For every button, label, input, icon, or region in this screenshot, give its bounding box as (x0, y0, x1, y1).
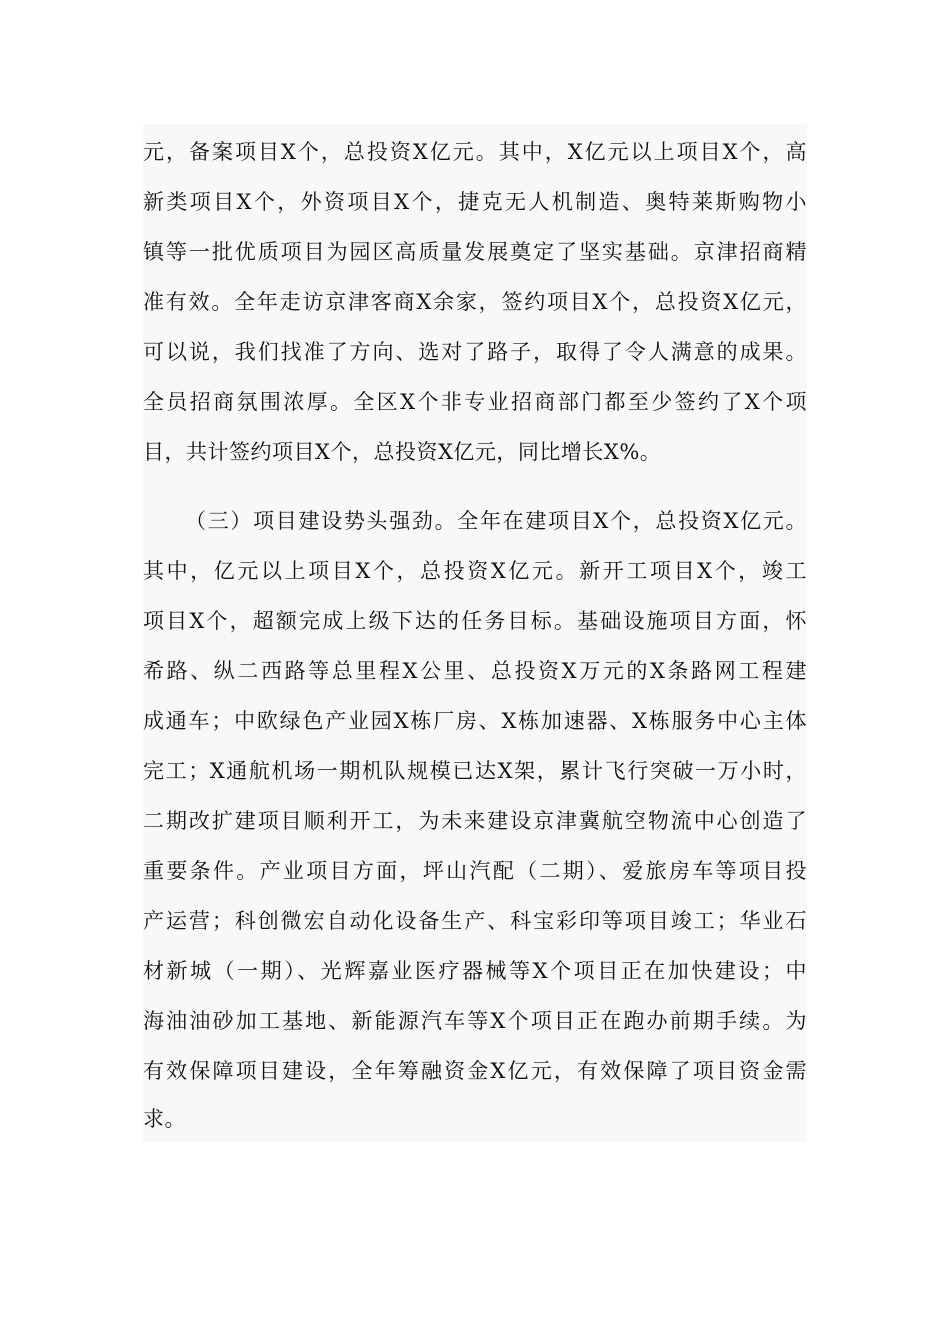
paragraph-line: 海油油砂加工基地、新能源汽车等X个项目正在跑办前期手续。为 (143, 1009, 807, 1033)
paragraph-line: 项目X个，超额完成上级下达的任务目标。基础设施项目方面，怀 (143, 609, 807, 633)
paragraph-line: 可以说，我们找准了方向、选对了路子，取得了令人满意的成果。 (143, 340, 807, 364)
paragraph-line: 产运营；科创微宏自动化设备生产、科宝彩印等项目竣工；华业石 (143, 909, 807, 933)
paragraph-line: 元，备案项目X个，总投资X亿元。其中，X亿元以上项目X个，高 (143, 140, 807, 164)
paragraph-line: 全员招商氛围浓厚。全区X个非专业招商部门都至少签约了X个项 (143, 390, 807, 414)
paragraph-line: （三）项目建设势头强劲。全年在建项目X个，总投资X亿元。 (185, 509, 807, 533)
document-body (143, 124, 807, 1142)
paragraph-line: 求。 (143, 1107, 186, 1131)
paragraph-line: 材新城（一期）、光辉嘉业医疗器械等X个项目正在加快建设；中 (143, 959, 807, 983)
paragraph-line: 二期改扩建项目顺利开工，为未来建设京津冀航空物流中心创造了 (143, 809, 807, 833)
paragraph-line: 完工；X通航机场一期机队规模已达X架，累计飞行突破一万小时， (143, 759, 807, 783)
paragraph-line: 镇等一批优质项目为园区高质量发展奠定了坚实基础。京津招商精 (143, 240, 807, 264)
paragraph-line: 新类项目X个，外资项目X个，捷克无人机制造、奥特莱斯购物小 (143, 190, 807, 214)
paragraph-line: 其中，亿元以上项目X个，总投资X亿元。新开工项目X个，竣工 (143, 559, 807, 583)
paragraph-line: 重要条件。产业项目方面，坪山汽配（二期）、爱旅房车等项目投 (143, 859, 807, 883)
paragraph-line: 有效保障项目建设，全年筹融资金X亿元，有效保障了项目资金需 (143, 1059, 807, 1083)
paragraph-line: 准有效。全年走访京津客商X余家，签约项目X个，总投资X亿元， (143, 290, 807, 314)
paragraph-line: 希路、纵二西路等总里程X公里、总投资X万元的X条路网工程建 (143, 659, 807, 683)
paragraph-line: 成通车；中欧绿色产业园X栋厂房、X栋加速器、X栋服务中心主体 (143, 709, 807, 733)
paragraph-line: 目，共计签约项目X个，总投资X亿元，同比增长X%。 (143, 440, 662, 464)
